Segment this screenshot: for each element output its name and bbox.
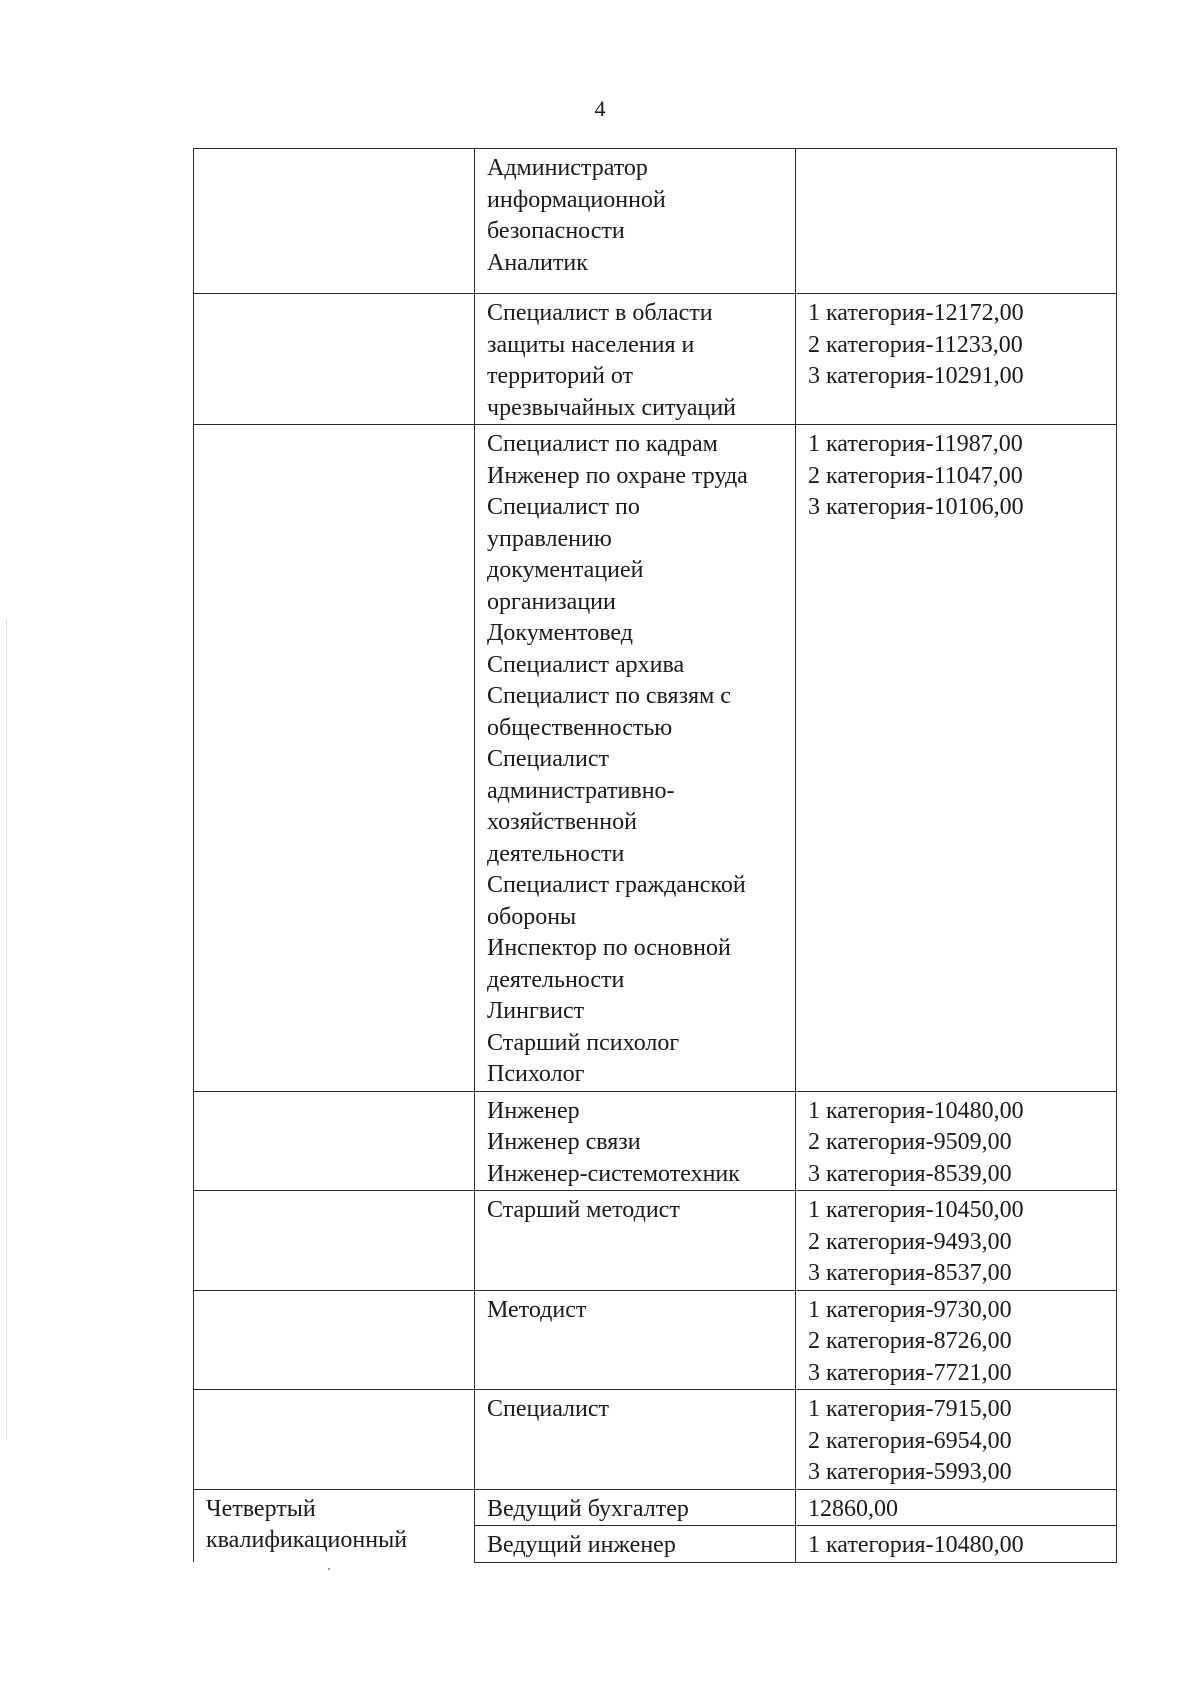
position-title: информационной [487,186,666,213]
group-cell-empty [194,1191,475,1291]
salary-rate: 1 категория-12172,00 [808,300,1024,326]
position-title: Специалист архива [487,651,685,678]
position-title: административно- [487,777,675,804]
position-title: Специалист по кадрам [487,431,718,457]
position-title: Инженер-системотехник [487,1160,740,1187]
salary-rate: 3 категория-8537,00 [808,1260,1012,1286]
salary-rate: 1 категория-7915,00 [808,1396,1012,1422]
position-title: Старший психолог [487,1029,680,1056]
table-row [194,1390,1117,1490]
position-title: Документовед [487,620,633,646]
position-title: Методист [487,1296,587,1323]
position-title: хозяйственной [487,809,637,835]
salary-rate-cell [796,1091,1117,1191]
salary-rate: 1 категория-9730,00 [808,1296,1012,1323]
position-title: Лингвист [487,998,585,1024]
table-row [194,1191,1117,1291]
position-title: Специалист [487,746,610,772]
position-title: защиты населения и [487,331,695,358]
position-title-cell [475,1091,796,1191]
salary-table [193,148,1117,1563]
position-title: Администратор [487,155,648,181]
salary-table-body [194,149,1117,1563]
position-title: Ведущий инженер [487,1532,676,1558]
position-title-cell [475,1526,796,1563]
salary-rate: 2 категория-11233,00 [808,331,1023,358]
position-title: Специалист в области [487,300,713,326]
salary-rate-cell [796,1390,1117,1490]
position-title: Старший методист [487,1197,680,1223]
salary-rate: 2 категория-6954,00 [808,1427,1012,1454]
salary-rate: 3 категория-7721,00 [808,1359,1012,1386]
group-cell-empty [194,1091,475,1191]
position-title-cell [475,1191,796,1291]
group-cell-empty [194,1290,475,1390]
position-title: Специалист по связям с [487,683,731,709]
salary-rate: 3 категория-10291,00 [808,363,1024,389]
group-cell-empty [194,294,475,425]
position-title: Инженер [487,1097,580,1124]
salary-rate: 3 категория-10106,00 [808,494,1024,520]
salary-rate: 1 категория-10480,00 [808,1532,1024,1558]
position-title: деятельности [487,840,625,867]
salary-rate: 3 категория-8539,00 [808,1160,1012,1187]
position-title: Инженер связи [487,1129,641,1155]
salary-rate: 1 категория-10450,00 [808,1197,1024,1223]
salary-rate-cell [796,1489,1117,1526]
position-title: безопасности [487,218,625,244]
position-title: деятельности [487,966,625,993]
position-title: Ведущий бухгалтер [487,1495,689,1522]
table-row [194,425,1117,1092]
position-title-cell [475,149,796,294]
scan-dot-artifact [328,1568,330,1570]
position-title: Инженер по охране труда [487,462,748,489]
salary-rate: 3 категория-5993,00 [808,1459,1012,1485]
salary-rate-cell [796,1526,1117,1563]
position-title-cell [475,425,796,1092]
salary-rate-cell [796,149,1117,294]
position-title: Специалист гражданской [487,872,746,898]
table-row [194,294,1117,425]
position-title: обороны [487,903,577,930]
qualification-group-cell [194,1489,475,1562]
position-title: организации [487,588,616,615]
salary-rate-cell [796,1290,1117,1390]
table-row [194,1489,1117,1526]
position-title: чрезвычайных ситуаций [487,394,737,421]
qualification-group-label: квалификационный [206,1527,408,1553]
salary-rate: 1 категория-10480,00 [808,1097,1024,1124]
position-title: управлению [487,525,612,552]
group-cell-empty [194,425,475,1092]
position-title: территорий от [487,363,634,389]
position-title: общественностью [487,714,673,741]
salary-rate: 2 категория-11047,00 [808,462,1023,489]
salary-rate: 1 категория-11987,00 [808,431,1023,457]
position-title: Инспектор по основной [487,935,731,961]
group-cell-empty [194,149,475,294]
position-title-cell [475,1290,796,1390]
group-cell-empty [194,1390,475,1490]
salary-rate-cell [796,294,1117,425]
position-title: Аналитик [487,249,588,276]
scan-margin-artifact [6,620,9,1440]
table-row [194,149,1117,294]
table-row [194,1091,1117,1191]
qualification-group-label: Четвертый [206,1495,316,1522]
position-title: документацией [487,557,644,583]
salary-rate: 2 категория-8726,00 [808,1328,1012,1354]
position-title: Специалист по [487,494,640,520]
position-title-cell [475,1489,796,1526]
position-title: Психолог [487,1061,585,1087]
position-title: Специалист [487,1396,610,1422]
salary-rate-cell [796,425,1117,1092]
page-number: 4 [594,96,606,121]
salary-rate: 2 категория-9509,00 [808,1129,1012,1155]
salary-rate-cell [796,1191,1117,1291]
position-title-cell [475,294,796,425]
table-row [194,1290,1117,1390]
position-title-cell [475,1390,796,1490]
salary-rate: 12860,00 [808,1495,898,1522]
salary-rate: 2 категория-9493,00 [808,1228,1012,1255]
